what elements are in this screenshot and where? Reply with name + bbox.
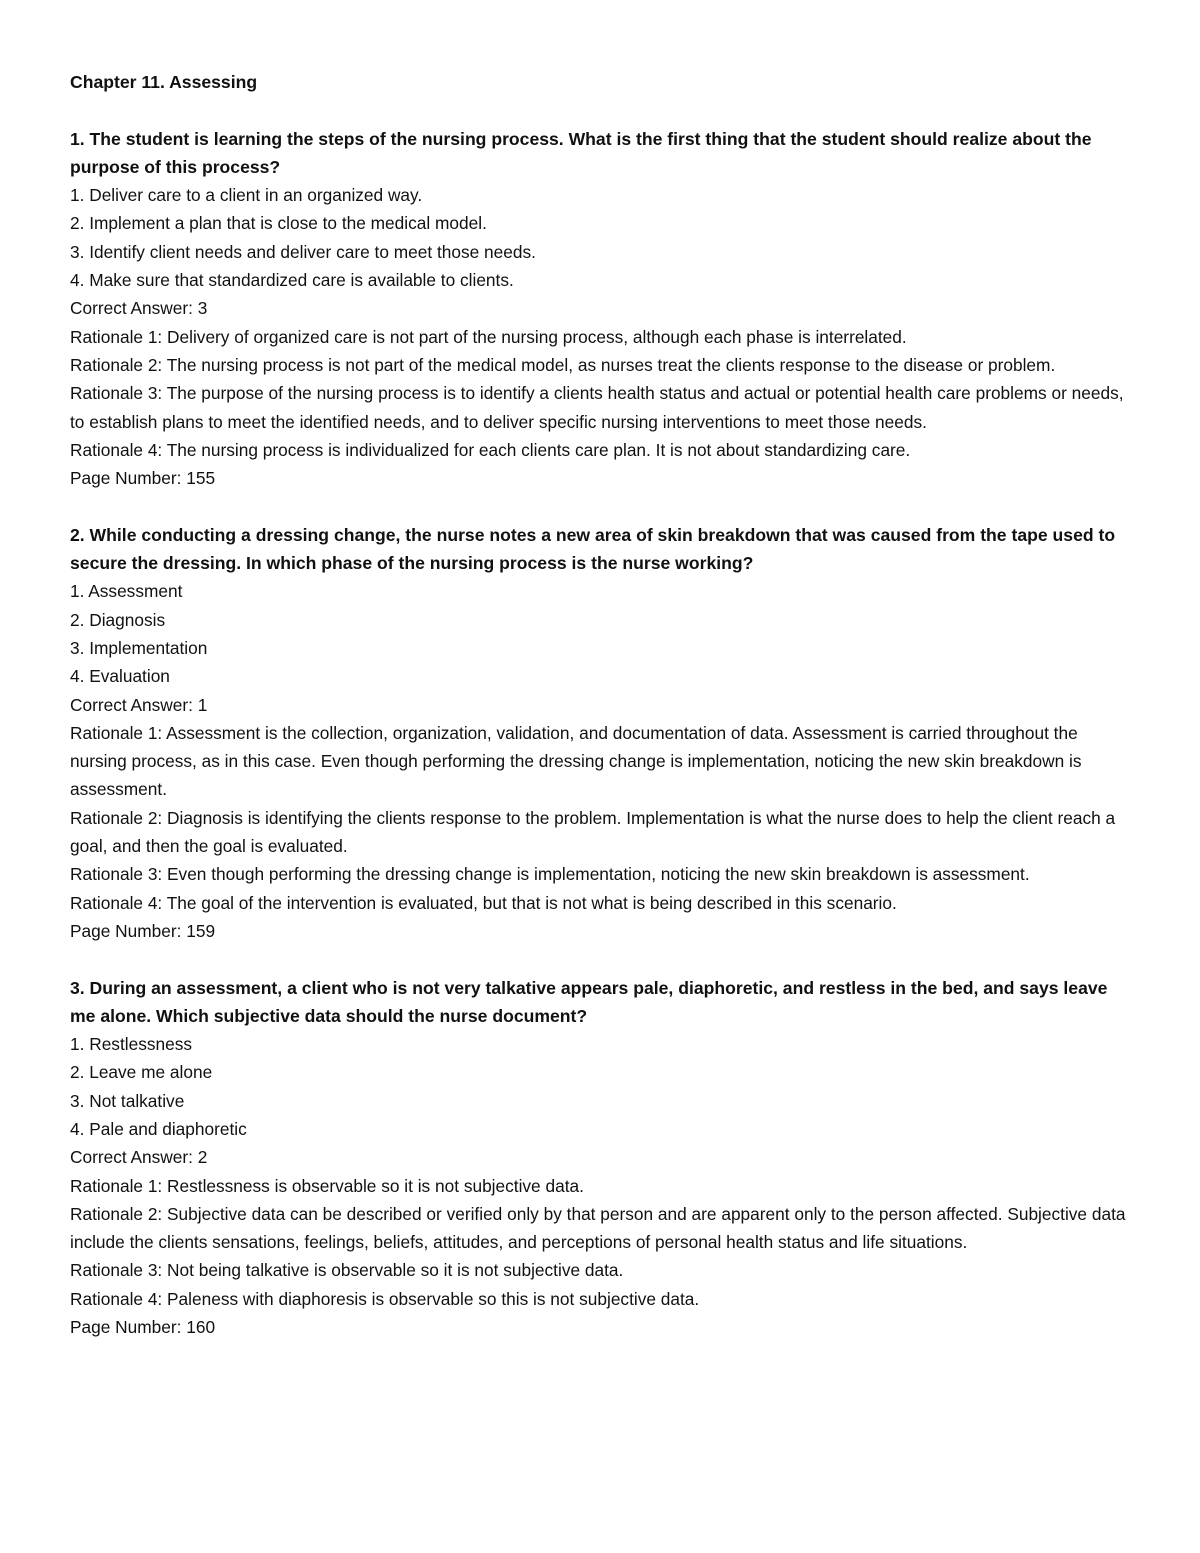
question-block-3 (70, 974, 1132, 1342)
rationale: Rationale 3: Even though performing the dressing change is implementation, noticing the new skin breakdown is assessment. (70, 864, 1030, 885)
rationale: Rationale 3: Not being talkative is observable so it is not subjective data. (70, 1260, 624, 1281)
answer-option: 1. Assessment (70, 581, 183, 602)
answer-option: 4. Make sure that standardized care is available to clients. (70, 270, 514, 291)
rationale: Rationale 1: Delivery of organized care is not part of the nursing process, although each phase is interrelated. (70, 326, 907, 347)
question-stem: 1. The student is learning the steps of the nursing process. What is the first thing that the student should realize about the purpose of this process? (70, 128, 1092, 177)
rationale: Rationale 2: The nursing process is not part of the medical model, as nurses treat the clients response to the disease or problem. (70, 354, 1056, 375)
answer-option: 4. Evaluation (70, 666, 170, 687)
page-number: Page Number: 160 (70, 1317, 216, 1338)
answer-option: 1. Restlessness (70, 1034, 192, 1055)
answer-option: 2. Diagnosis (70, 609, 166, 630)
page-number: Page Number: 159 (70, 920, 216, 941)
rationale: Rationale 4: The nursing process is individualized for each clients care plan. It is not about standardizing care. (70, 439, 911, 460)
correct-answer: Correct Answer: 3 (70, 298, 208, 319)
answer-option: 1. Deliver care to a client in an organized way. (70, 185, 423, 206)
correct-answer: Correct Answer: 2 (70, 1147, 208, 1168)
question-stem: 2. While conducting a dressing change, the nurse notes a new area of skin breakdown that was caused from the tape used to secure the dressing. In which phase of the nursing process is the nurse working? (70, 524, 1116, 574)
question-block-2 (70, 521, 1132, 945)
rationale: Rationale 1: Restlessness is observable so it is not subjective data. (70, 1175, 584, 1196)
question-block-1 (70, 125, 1132, 493)
document-page (70, 68, 1132, 1370)
rationale: Rationale 4: Paleness with diaphoresis is observable so this is not subjective data. (70, 1288, 700, 1309)
question-stem: 3. During an assessment, a client who is not very talkative appears pale, diaphoretic, and restless in the bed, and says leave me alone. Which subjective data should the nurse document? (70, 977, 1108, 1026)
rationale: Rationale 3: The purpose of the nursing process is to identify a clients health status and actual or potential health care problems or needs, to establish plans to meet the identified needs, and to deliver specific nursing interventions to meet those needs. (70, 383, 1124, 432)
rationale: Rationale 2: Subjective data can be described or verified only by that person and are apparent only to the person affected. Subjective data include the clients sensations, feelings, beliefs, attitudes, and perceptions of personal health status and life situations. (70, 1203, 1126, 1253)
answer-option: 3. Implementation (70, 637, 208, 658)
page-number: Page Number: 155 (70, 468, 216, 489)
rationale: Rationale 1: Assessment is the collection, organization, validation, and documentation of data. Assessment is carried throughout the nursing process, as in this case. Even though performing the dressing change is implementation, noticing the new skin breakdown is assessment. (70, 722, 1082, 800)
chapter-title: Chapter 11. Assessing (70, 72, 258, 92)
answer-option: 2. Leave me alone (70, 1062, 213, 1083)
rationale: Rationale 2: Diagnosis is identifying the clients response to the problem. Implementation is what the nurse does to help the client reach a goal, and then the goal is evaluated. (70, 807, 1116, 857)
answer-option: 3. Not talkative (70, 1090, 185, 1111)
answer-option: 4. Pale and diaphoretic (70, 1118, 247, 1139)
rationale: Rationale 4: The goal of the intervention is evaluated, but that is not what is being described in this scenario. (70, 892, 897, 913)
answer-option: 2. Implement a plan that is close to the medical model. (70, 213, 487, 234)
correct-answer: Correct Answer: 1 (70, 694, 208, 715)
answer-option: 3. Identify client needs and deliver care to meet those needs. (70, 241, 536, 262)
